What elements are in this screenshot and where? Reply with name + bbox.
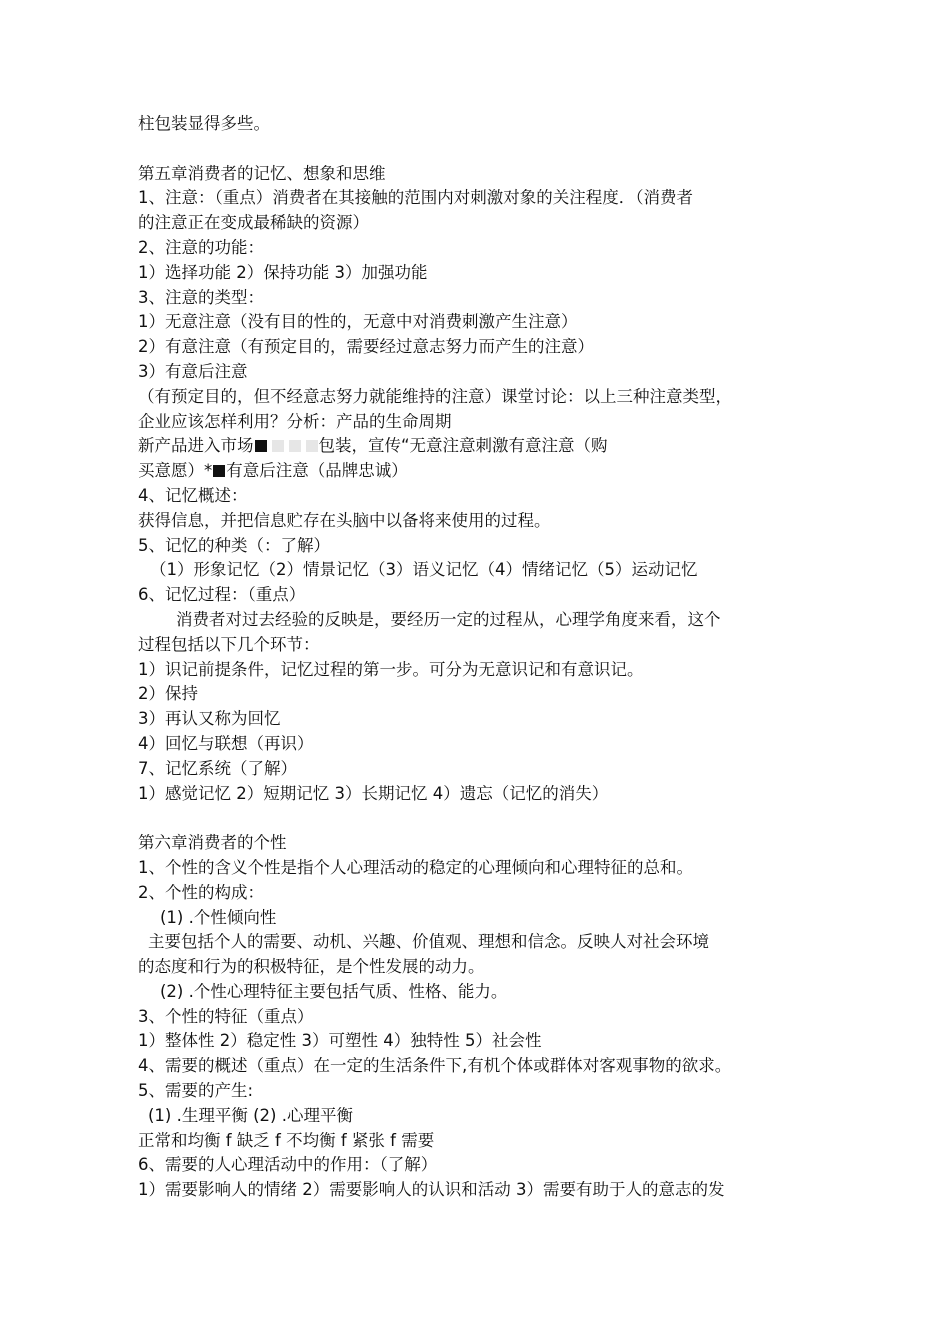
text-line: 5、需要的产生: [138,1081,254,1101]
text-line: 7、记忆系统（了解） [138,758,297,778]
black-square-glyph [213,465,225,477]
text-line: 2、个性的构成： [138,882,264,902]
text-line: 消费者对过去经验的反映是，要经历一定的过程从，心理学角度来看，这个 [176,609,721,629]
gray-square-glyph [289,440,301,452]
text-line: 主要包括个人的需要、动机、兴趣、价值观、理想和信念。反映人对社会环境 [148,932,709,952]
text-line: 3）有意后注意 [138,361,248,381]
text-segment: 买意愿）* [138,461,213,481]
text-line: (1) .个性倾向性 [160,907,277,927]
text-line: 3）再认又称为回忆 [138,709,281,729]
text-line: 柱包装显得多些。 [138,114,270,133]
text-line: (2) .个性心理特征主要包括气质、性格、能力。 [160,981,508,1001]
text-line: 2、注意的功能： [138,237,264,257]
text-line: 2）保持 [138,684,198,704]
text-segment: 新产品进入市场 [138,436,254,456]
text-line: 4、需要的概述（重点）在一定的生活条件下,有机个体或群体对客观事物的欲求。 [138,1056,732,1076]
text-line: 1、个性的含义个性是指个人心理活动的稳定的心理倾向和心理特征的总和。 [138,857,693,877]
text-line [138,459,828,484]
paragraph-gap [138,137,828,162]
gray-square-glyph [272,440,284,452]
text-line: 正常和均衡 f 缺乏 f 不均衡 f 紧张 f 需要 [138,1130,435,1150]
text-line: 1）感觉记忆 2）短期记忆 3）长期记忆 4）遗忘（记忆的消失） [138,783,609,803]
text-line: 企业应该怎样利用？分析：产品的生命周期 [138,411,452,431]
text-line: 4、记忆概述： [138,485,248,505]
text-line: 1、注意：（重点）消费者在其接触的范围内对刺激对象的关注程度．（消费者 [138,188,693,208]
text-line: 3、个性的特征（重点） [138,1006,314,1026]
text-line: 6、需要的人心理活动中的作用：（了解） [138,1155,438,1175]
chapter-heading: 第五章消费者的记忆、想象和思维 [138,163,386,183]
text-line: 1）识记前提条件，记忆过程的第一步。可分为无意识记和有意识记。 [138,659,644,679]
text-line: （有预定目的，但不经意志努力就能维持的注意）课堂讨论：以上三种注意类型， [138,386,732,406]
gray-square-glyph [306,440,318,452]
document-body [138,112,828,1203]
text-line: 2）有意注意（有预定目的，需要经过意志努力而产生的注意） [138,337,594,357]
text-line: 1）无意注意（没有目的性的，无意中对消费刺激产生注意） [138,312,578,332]
text-segment: 有意后注意（品牌忠诚） [226,461,408,481]
text-line: 的注意正在变成最稀缺的资源） [138,213,369,233]
text-line: (1) .生理平衡 (2) .心理平衡 [148,1105,353,1125]
text-line: 5、记忆的种类（：了解） [138,535,330,555]
paragraph-gap [138,806,828,831]
text-line: 过程包括以下几个环节： [138,634,320,654]
text-line: 1）选择功能 2）保持功能 3）加强功能 [138,262,428,282]
text-line [138,434,828,459]
text-segment: 包装，宣传“无意注意刺激有意注意（购 [318,436,608,456]
black-square-glyph [255,440,267,452]
text-line: 获得信息，并把信息贮存在头脑中以备将来使用的过程。 [138,510,551,530]
text-line: 的态度和行为的积极特征，是个性发展的动力。 [138,957,485,977]
text-line: 1）需要影响人的情绪 2）需要影响人的认识和活动 3）需要有助于人的意志的发 [138,1180,725,1200]
text-line: 4）回忆与联想（再识） [138,733,314,753]
text-line: （1）形象记忆（2）情景记忆（3）语义记忆（4）情绪记忆（5）运动记忆 [150,560,698,580]
text-line: 1）整体性 2）稳定性 3）可塑性 4）独特性 5）社会性 [138,1031,542,1051]
text-line: 3、注意的类型： [138,287,264,307]
chapter-heading: 第六章消费者的个性 [138,833,287,853]
text-line: 6、记忆过程：（重点） [138,585,306,605]
